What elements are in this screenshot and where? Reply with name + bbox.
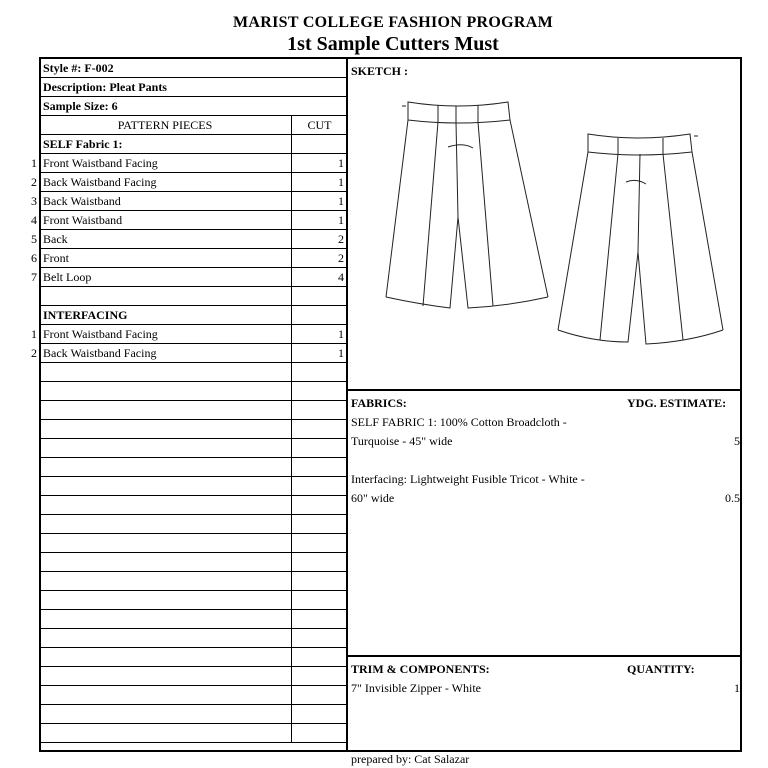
cut-cell xyxy=(291,363,346,381)
cut-cell xyxy=(291,534,346,552)
style-row xyxy=(39,59,346,78)
piece-name: Belt Loop xyxy=(43,270,92,284)
cut-cell xyxy=(291,154,346,172)
interfacing-heading: INTERFACING xyxy=(43,308,128,322)
cut-cell xyxy=(291,401,346,419)
table-row xyxy=(31,325,346,344)
fabrics-label: FABRICS: xyxy=(351,396,407,410)
fabric-line-3: Interfacing: Lightweight Fusible Tricot - White - xyxy=(351,472,585,486)
fabric-qty-1: 5 xyxy=(734,434,740,448)
self-heading-row xyxy=(39,135,346,154)
fabric-line-4: 60" wide xyxy=(351,491,395,505)
table-row xyxy=(39,572,346,591)
table-row xyxy=(39,420,346,439)
table-row xyxy=(39,496,346,515)
cut-cell xyxy=(291,686,346,704)
cut-cell xyxy=(291,667,346,685)
table-row xyxy=(39,401,346,420)
piece-name: Back Waistband Facing xyxy=(43,175,157,189)
table-row xyxy=(39,458,346,477)
cut-cell xyxy=(291,610,346,628)
piece-name: Front Waistband Facing xyxy=(43,156,158,170)
piece-number: 3 xyxy=(31,194,37,208)
piece-number: 5 xyxy=(31,232,37,246)
table-row xyxy=(39,515,346,534)
table-row xyxy=(39,667,346,686)
cut-cell xyxy=(291,192,346,210)
pattern-pieces-header: PATTERN PIECES xyxy=(117,118,213,132)
trim-qty: 1 xyxy=(734,681,740,695)
piece-name: Back Waistband Facing xyxy=(43,346,157,360)
piece-number: 2 xyxy=(31,175,37,189)
piece-number: 7 xyxy=(31,270,37,284)
sample-size-row xyxy=(39,97,346,116)
table-row xyxy=(39,591,346,610)
piece-name: Front Waistband Facing xyxy=(43,327,158,341)
cut-cell xyxy=(291,629,346,647)
cut-value: 2 xyxy=(338,251,344,265)
cut-value: 1 xyxy=(338,213,344,227)
sketch-divider xyxy=(346,389,742,391)
trim-item: 7" Invisible Zipper - White xyxy=(351,681,481,695)
table-row xyxy=(31,173,346,192)
piece-number: 2 xyxy=(31,346,37,360)
cut-cell xyxy=(291,591,346,609)
cut-cell xyxy=(291,515,346,533)
table-row xyxy=(39,477,346,496)
cut-value: 4 xyxy=(338,270,344,284)
cut-cell xyxy=(291,705,346,723)
prepared-by: prepared by: Cat Salazar xyxy=(351,752,470,766)
fabric-line-2: Turquoise - 45" wide xyxy=(351,434,453,448)
cut-cell xyxy=(291,306,346,324)
column-divider xyxy=(346,57,348,752)
table-row xyxy=(39,724,346,743)
cut-cell xyxy=(291,344,346,362)
table-row xyxy=(39,382,346,401)
fabrics-divider xyxy=(346,655,742,657)
cut-value: 1 xyxy=(338,327,344,341)
program-title: MARIST COLLEGE FASHION PROGRAM xyxy=(233,14,553,31)
cut-value: 1 xyxy=(338,175,344,189)
piece-name: Back xyxy=(43,232,68,246)
table-row xyxy=(31,211,346,230)
piece-number: 6 xyxy=(31,251,37,265)
table-row xyxy=(31,268,346,287)
cut-cell xyxy=(291,477,346,495)
fabric-qty-2: 0.5 xyxy=(725,491,740,505)
table-row xyxy=(39,648,346,667)
self-fabric-heading: SELF Fabric 1: xyxy=(43,137,123,151)
cut-cell xyxy=(291,439,346,457)
cut-value: 2 xyxy=(338,232,344,246)
table-row xyxy=(39,534,346,553)
table-row xyxy=(31,249,346,268)
table-row xyxy=(39,553,346,572)
front-pants-drawing xyxy=(386,102,548,308)
cut-cell xyxy=(291,173,346,191)
cut-cell xyxy=(291,648,346,666)
table-row xyxy=(31,344,346,363)
piece-name: Back Waistband xyxy=(43,194,121,208)
yardage-estimate-label: YDG. ESTIMATE: xyxy=(627,396,727,410)
cut-cell xyxy=(291,135,346,153)
cut-cell xyxy=(291,553,346,571)
cut-cell xyxy=(291,249,346,267)
quantity-label: QUANTITY: xyxy=(627,662,695,676)
piece-name: Front xyxy=(43,251,70,265)
cut-value: 1 xyxy=(338,156,344,170)
fabric-line-1: SELF FABRIC 1: 100% Cotton Broadcloth - xyxy=(351,415,567,429)
sketch-label: SKETCH : xyxy=(351,64,409,78)
piece-number: 4 xyxy=(31,213,37,227)
table-row xyxy=(39,439,346,458)
table-row xyxy=(39,287,346,306)
cut-cell xyxy=(291,268,346,286)
cut-cell xyxy=(291,458,346,476)
piece-name: Front Waistband xyxy=(43,213,123,227)
cut-cell xyxy=(291,420,346,438)
table-row xyxy=(31,230,346,249)
cut-value: 1 xyxy=(338,194,344,208)
trim-label: TRIM & COMPONENTS: xyxy=(351,662,490,676)
cut-cell xyxy=(291,572,346,590)
style-number: Style #: F-002 xyxy=(43,61,114,75)
piece-number: 1 xyxy=(31,327,37,341)
table-row xyxy=(39,629,346,648)
cut-header: CUT xyxy=(307,118,332,132)
table-row xyxy=(39,363,346,382)
cut-cell xyxy=(291,230,346,248)
cut-cell xyxy=(291,382,346,400)
table-row xyxy=(39,705,346,724)
description: Description: Pleat Pants xyxy=(43,80,167,94)
table-row xyxy=(39,610,346,629)
table-row xyxy=(31,192,346,211)
back-pants-drawing xyxy=(558,134,723,344)
piece-number: 1 xyxy=(31,156,37,170)
pants-sketch xyxy=(378,92,728,352)
cut-cell xyxy=(291,496,346,514)
table-row xyxy=(39,686,346,705)
sample-size: Sample Size: 6 xyxy=(43,99,118,113)
cut-header-cell xyxy=(291,116,346,134)
cut-cell xyxy=(291,211,346,229)
interfacing-heading-row xyxy=(39,306,346,325)
cut-cell xyxy=(291,724,346,742)
document-title: 1st Sample Cutters Must xyxy=(287,33,499,55)
cut-cell xyxy=(291,287,346,305)
cut-cell xyxy=(291,325,346,343)
cut-value: 1 xyxy=(338,346,344,360)
table-row xyxy=(31,154,346,173)
table-header-row xyxy=(39,116,346,135)
description-row xyxy=(39,78,346,97)
